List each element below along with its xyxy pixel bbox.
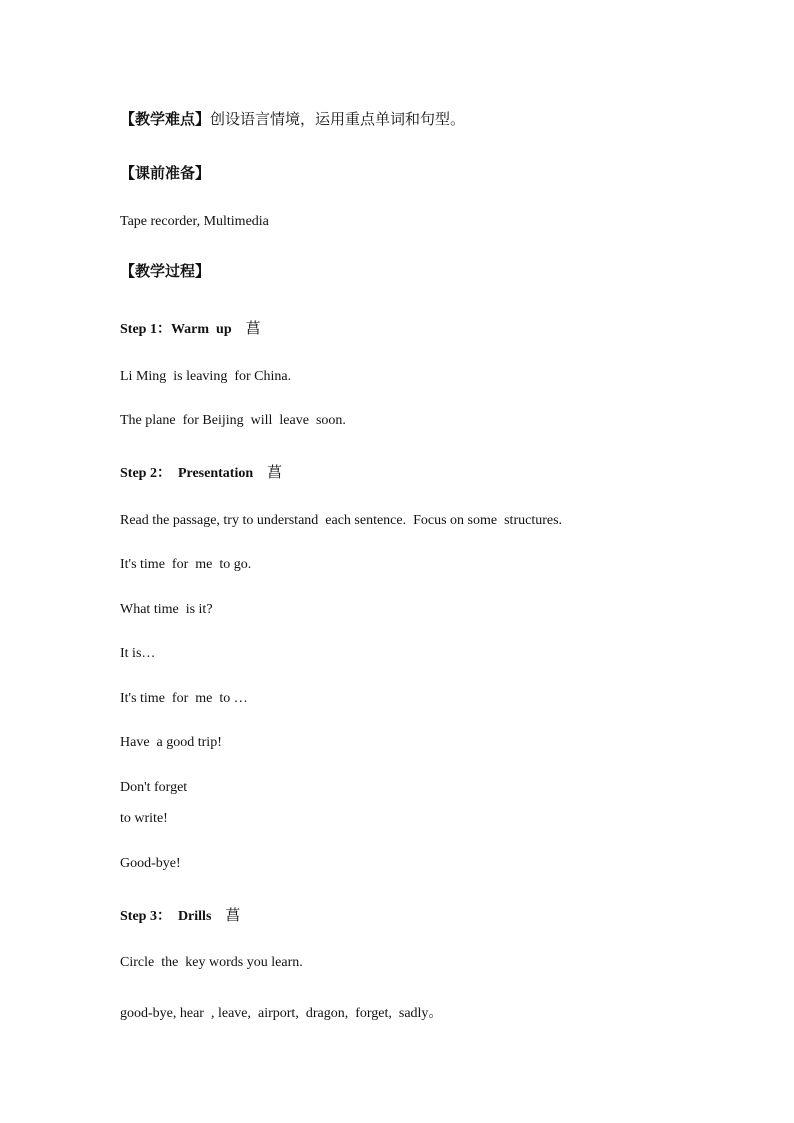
difficulty-paragraph	[120, 112, 465, 127]
step2-line-2: It's time for me to go.	[120, 557, 252, 572]
difficulty-heading: 【教学难点】	[120, 110, 211, 128]
step1-glyph: 菖	[245, 319, 261, 337]
step2-line-1: Read the passage, try to understand each sentence. Focus on some structures.	[120, 513, 563, 528]
step3-line-2: good-bye, hear , leave, airport, dragon, forget, sadly。	[120, 1006, 443, 1021]
step3-line-1: Circle the key words you learn.	[120, 955, 303, 970]
step2-line-4: It is…	[120, 646, 156, 661]
step2-line-5: It's time for me to …	[120, 691, 248, 706]
step2-line-6: Have a good trip!	[120, 735, 222, 750]
step2-heading	[120, 465, 282, 481]
preparation-text: Tape recorder, Multimedia	[120, 214, 269, 229]
step3-title: Step 3： Drills	[120, 909, 212, 924]
step2-line-9: Good-bye!	[120, 856, 181, 871]
step1-line-2: The plane for Beijing will leave soon.	[120, 413, 346, 428]
step1-line-1: Li Ming is leaving for China.	[120, 369, 292, 384]
step1-title: Step 1：Warm up	[120, 322, 232, 337]
step2-line-8: to write!	[120, 811, 168, 826]
step2-title: Step 2： Presentation	[120, 466, 254, 481]
difficulty-text: 创设语言情境，运用重点单词和句型。	[210, 110, 466, 128]
step3-heading	[120, 908, 240, 924]
step3-glyph: 菖	[225, 906, 241, 924]
preparation-heading: 【课前准备】	[120, 164, 211, 182]
step1-heading	[120, 321, 261, 337]
step2-line-3: What time is it?	[120, 602, 213, 617]
step2-line-7: Don't forget	[120, 780, 188, 795]
process-heading: 【教学过程】	[120, 262, 211, 280]
step2-glyph: 菖	[267, 463, 283, 481]
